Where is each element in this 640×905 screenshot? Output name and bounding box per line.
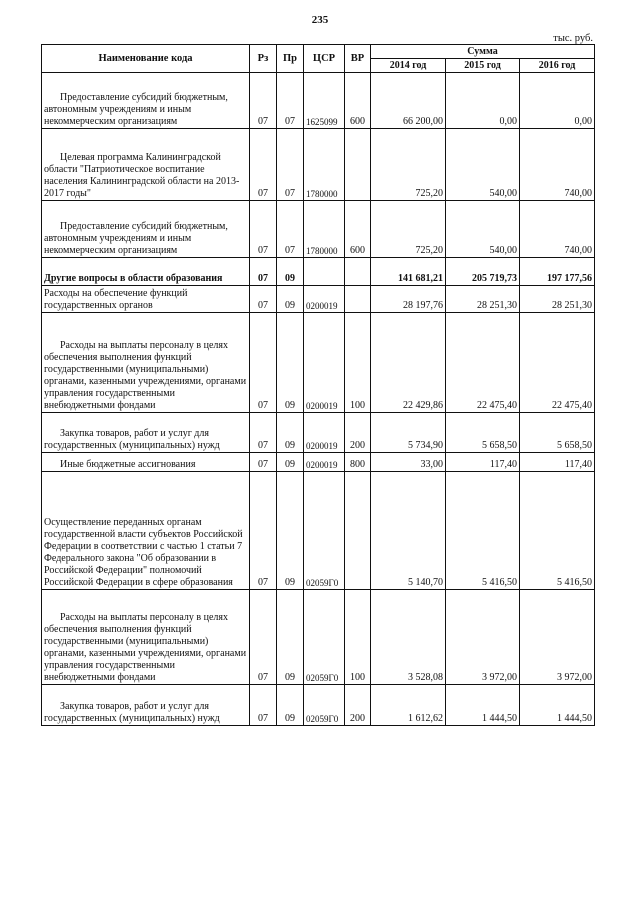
- row-pr: 07: [277, 73, 304, 129]
- row-rz: 07: [250, 590, 277, 685]
- table-row: [42, 73, 595, 129]
- row-name: Расходы на выплаты персоналу в целях обеспечения выполнения функций государственными (муниципальными) органами, казенными учреждениями, органами управления государственными внебюджетными фондами: [42, 590, 250, 685]
- header-sum: Сумма: [371, 45, 595, 59]
- row-value-2015: 540,00: [446, 129, 520, 201]
- row-value-2015: 117,40: [446, 453, 520, 472]
- row-value-2015: 28 251,30: [446, 286, 520, 313]
- row-csr: 02059Г0: [304, 590, 345, 685]
- row-vr: 600: [345, 201, 371, 258]
- row-value-2014: 5 140,70: [371, 472, 446, 590]
- row-vr: 800: [345, 453, 371, 472]
- table-row: [42, 201, 595, 258]
- header-name: Наименование кода: [42, 45, 250, 73]
- row-name: Закупка товаров, работ и услуг для государственных (муниципальных) нужд: [42, 413, 250, 453]
- row-rz: 07: [250, 413, 277, 453]
- row-vr: [345, 129, 371, 201]
- row-csr: 02059Г0: [304, 472, 345, 590]
- header-pr: Пр: [277, 45, 304, 73]
- row-csr: 0200019: [304, 286, 345, 313]
- row-csr: 1625099: [304, 73, 345, 129]
- row-csr: 0200019: [304, 413, 345, 453]
- row-vr: 200: [345, 685, 371, 726]
- row-name: Предоставление субсидий бюджетным, автономным учреждениям и иным некоммерческим организациям: [42, 73, 250, 129]
- row-value-2016: 0,00: [520, 73, 595, 129]
- row-value-2014: 33,00: [371, 453, 446, 472]
- header-year-2014: 2014 год: [371, 59, 446, 73]
- row-value-2015: 0,00: [446, 73, 520, 129]
- row-value-2016: 5 658,50: [520, 413, 595, 453]
- row-vr: 100: [345, 313, 371, 413]
- row-rz: 07: [250, 313, 277, 413]
- row-rz: 07: [250, 129, 277, 201]
- table-row: [42, 685, 595, 726]
- row-csr: 1780000: [304, 129, 345, 201]
- row-csr: 02059Г0: [304, 685, 345, 726]
- table-body: [42, 73, 595, 726]
- row-value-2016: 1 444,50: [520, 685, 595, 726]
- row-value-2015: 540,00: [446, 201, 520, 258]
- header-year-2015: 2015 год: [446, 59, 520, 73]
- row-pr: 09: [277, 472, 304, 590]
- row-pr: 09: [277, 590, 304, 685]
- row-value-2015: 3 972,00: [446, 590, 520, 685]
- table-row: [42, 313, 595, 413]
- row-value-2014: 141 681,21: [371, 258, 446, 286]
- row-value-2014: 725,20: [371, 129, 446, 201]
- row-vr: [345, 258, 371, 286]
- row-csr: 0200019: [304, 313, 345, 413]
- row-rz: 07: [250, 453, 277, 472]
- row-value-2014: 22 429,86: [371, 313, 446, 413]
- table-row: [42, 413, 595, 453]
- table-row: [42, 453, 595, 472]
- row-rz: 07: [250, 201, 277, 258]
- row-value-2016: 117,40: [520, 453, 595, 472]
- row-value-2016: 3 972,00: [520, 590, 595, 685]
- row-rz: 07: [250, 258, 277, 286]
- budget-table: [41, 44, 595, 726]
- table-row: [42, 286, 595, 313]
- row-pr: 07: [277, 201, 304, 258]
- row-name: Расходы на обеспечение функций государственных органов: [42, 286, 250, 313]
- row-name: Целевая программа Калининградской области "Патриотическое воспитание населения Калининградской области на 2013-2017 годы": [42, 129, 250, 201]
- row-value-2016: 5 416,50: [520, 472, 595, 590]
- row-pr: 09: [277, 258, 304, 286]
- row-pr: 09: [277, 685, 304, 726]
- header-csr: ЦСР: [304, 45, 345, 73]
- row-csr: 1780000: [304, 201, 345, 258]
- row-pr: 09: [277, 453, 304, 472]
- page-number: 235: [311, 14, 329, 26]
- row-pr: 09: [277, 313, 304, 413]
- row-value-2016: 22 475,40: [520, 313, 595, 413]
- row-value-2016: 740,00: [520, 129, 595, 201]
- row-value-2015: 22 475,40: [446, 313, 520, 413]
- row-value-2016: 28 251,30: [520, 286, 595, 313]
- table-row: [42, 472, 595, 590]
- header-year-2016: 2016 год: [520, 59, 595, 73]
- row-csr: [304, 258, 345, 286]
- table-row: [42, 129, 595, 201]
- row-value-2014: 28 197,76: [371, 286, 446, 313]
- row-name: Осуществление переданных органам государственной власти субъектов Российской Федерации в соответствии с частью 1 статьи 7 Федерального закона "Об образовании в Российской Федерации" полномочий Российской Федерации в сфере образования: [42, 472, 250, 590]
- row-name: Другие вопросы в области образования: [42, 258, 250, 286]
- row-value-2016: 197 177,56: [520, 258, 595, 286]
- row-pr: 09: [277, 286, 304, 313]
- row-name: Расходы на выплаты персоналу в целях обеспечения выполнения функций государственными (муниципальными) органами, казенными учреждениями, органами управления государственными внебюджетными фондами: [42, 313, 250, 413]
- row-value-2015: 205 719,73: [446, 258, 520, 286]
- row-vr: 600: [345, 73, 371, 129]
- row-value-2015: 1 444,50: [446, 685, 520, 726]
- table-row: [42, 590, 595, 685]
- row-rz: 07: [250, 286, 277, 313]
- row-value-2015: 5 416,50: [446, 472, 520, 590]
- row-value-2015: 5 658,50: [446, 413, 520, 453]
- row-value-2014: 5 734,90: [371, 413, 446, 453]
- header-vr: ВР: [345, 45, 371, 73]
- row-value-2014: 66 200,00: [371, 73, 446, 129]
- row-vr: 100: [345, 590, 371, 685]
- row-rz: 07: [250, 472, 277, 590]
- units-label: тыс. руб.: [553, 33, 593, 44]
- row-pr: 09: [277, 413, 304, 453]
- row-value-2016: 740,00: [520, 201, 595, 258]
- row-name: Предоставление субсидий бюджетным, автономным учреждениям и иным некоммерческим организациям: [42, 201, 250, 258]
- row-name: Иные бюджетные ассигнования: [42, 453, 250, 472]
- row-rz: 07: [250, 685, 277, 726]
- row-csr: 0200019: [304, 453, 345, 472]
- row-value-2014: 1 612,62: [371, 685, 446, 726]
- row-value-2014: 3 528,08: [371, 590, 446, 685]
- row-vr: [345, 472, 371, 590]
- table-row: [42, 258, 595, 286]
- row-rz: 07: [250, 73, 277, 129]
- header-rz: Рз: [250, 45, 277, 73]
- row-vr: [345, 286, 371, 313]
- row-vr: 200: [345, 413, 371, 453]
- row-value-2014: 725,20: [371, 201, 446, 258]
- row-pr: 07: [277, 129, 304, 201]
- row-name: Закупка товаров, работ и услуг для государственных (муниципальных) нужд: [42, 685, 250, 726]
